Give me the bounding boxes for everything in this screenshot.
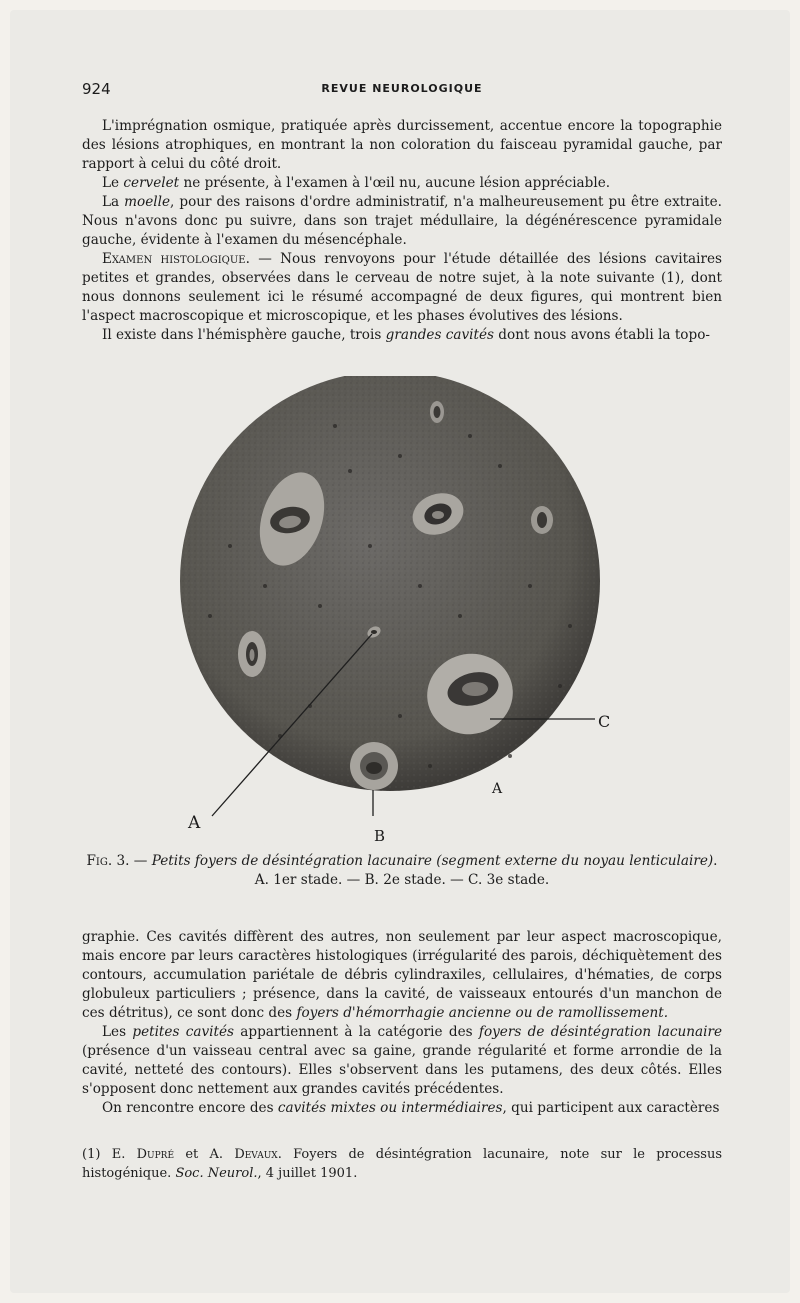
paragraph xyxy=(82,174,722,193)
paragraph: L'imprégnation osmique, pratiquée après durcissement, accentue encore la topographie des lésions atrophiques, en montrant la non coloration du faisceau pyramidal gauche, par rapport à celui du côté droit. xyxy=(82,118,722,172)
text-run: dont nous avons établi la topo- xyxy=(493,327,710,343)
text-run: , pour des raisons d'ordre administratif, n'a malheureusement pu être extraite. Nous n'avons donc pu suivre, dans son trajet médullaire, la dégénérescence pyramidale gauche, évidente à l'examen du mésencéphale. xyxy=(82,194,722,248)
italic-term: grandes cavités xyxy=(385,327,494,343)
text-run: graphie. Ces cavités diffèrent des autres, non seulement par leur aspect macroscopique, mais encore par leurs caractères histologiques (irrégularité des parois, déchiquètement des contours, accumulation pariétale de débris cylindraxiles, cellulaires, d'hématies, de corps globuleux particuliers ; présence, dans la cavité, de vaisseaux entourés d'un manchon de ces détritus), ce sont donc des xyxy=(82,929,722,1021)
running-title: REVUE NEUROLOGIQUE xyxy=(321,82,483,95)
page-header xyxy=(82,80,722,104)
author-name: A. Devaux xyxy=(209,1147,278,1162)
page-number: 924 xyxy=(82,80,111,98)
label-a: A xyxy=(188,813,201,833)
lesion-small-right xyxy=(531,506,553,534)
text-run: — Nous renvoyons pour l'étude détaillée des lésions cavitaires petites et grandes, observées dans le cerveau de notre sujet, à la note suivante (1), dont nous donnons seulement ici le résumé accompagné de deux figures, qui montrent bien l'aspect macroscopique et microscopique, et les phases évolutives des lésions. xyxy=(82,251,723,324)
italic-term: foyers de désintégration lacunaire xyxy=(478,1024,722,1040)
text-run: . Foyers de désintégration lacunaire, note sur le processus histogénique. xyxy=(82,1147,723,1181)
text-run: Il existe dans l'hémisphère gauche, trois xyxy=(102,327,386,343)
body-text-top xyxy=(82,117,722,345)
figure-caption xyxy=(82,852,722,890)
text-run: , qui participent aux caractères xyxy=(502,1100,720,1116)
label-a-2: A xyxy=(492,781,503,797)
text-run: ne présente, à l'examen à l'œil nu, aucune lésion appréciable. xyxy=(179,175,611,191)
italic-term: petites cavités xyxy=(132,1024,234,1040)
text-run: Les xyxy=(102,1024,133,1040)
author-name: E. Dupré xyxy=(111,1147,175,1162)
caption-stages: A. 1er stade. — B. 2e stade. — C. 3e stade. xyxy=(254,872,550,888)
italic-term: cavités mixtes ou intermédiaires xyxy=(277,1100,503,1116)
label-b: B xyxy=(374,827,386,845)
caption-title: Petits foyers de désintégration lacunaire xyxy=(151,853,432,869)
caption-subtitle: (segment externe du noyau lenticulaire) xyxy=(436,853,714,869)
paragraph xyxy=(82,1099,722,1118)
label-c: C xyxy=(598,712,611,731)
body-text-bottom xyxy=(82,928,722,1118)
paragraph xyxy=(82,1023,722,1099)
paragraph xyxy=(82,326,722,345)
text-run: On rencontre encore des xyxy=(102,1100,278,1116)
text-run: La xyxy=(102,194,125,210)
figure-label: Fig. 3. xyxy=(86,853,130,869)
text-run: (présence d'un vaisseau central avec sa gaine, grande régularité et forme arrondie de la cavité, netteté des contours). Elles s'observent dans les putamens, des deux côtés. Elles s'opposent donc nettement aux grandes cavités précédentes. xyxy=(82,1043,722,1097)
text-run: appartiennent à la catégorie des xyxy=(233,1024,479,1040)
footnote xyxy=(82,1145,722,1183)
histology-figure xyxy=(170,376,630,846)
section-heading: Examen histologique. xyxy=(102,251,250,267)
text-run: Le xyxy=(102,175,124,191)
paragraph xyxy=(82,928,722,1023)
footnote-marker: (1) xyxy=(82,1147,112,1162)
journal-name: Soc. Neurol. xyxy=(175,1166,258,1181)
italic-term: cervelet xyxy=(123,175,180,191)
paragraph xyxy=(82,193,722,250)
text-run: , 4 juillet 1901. xyxy=(257,1166,358,1181)
text-run: . xyxy=(713,853,718,869)
paragraph xyxy=(82,250,722,326)
lesion-stage-b xyxy=(350,742,398,790)
microscope-field xyxy=(180,376,600,791)
italic-term: moelle xyxy=(124,194,171,210)
text-run: — xyxy=(129,853,152,869)
lesion-left xyxy=(238,631,266,677)
caption-title-line xyxy=(82,852,722,871)
text-run: et xyxy=(174,1147,210,1162)
lesion-small-top xyxy=(430,401,444,423)
italic-term: foyers d'hémorrhagie ancienne ou de ramollissement. xyxy=(296,1005,669,1021)
